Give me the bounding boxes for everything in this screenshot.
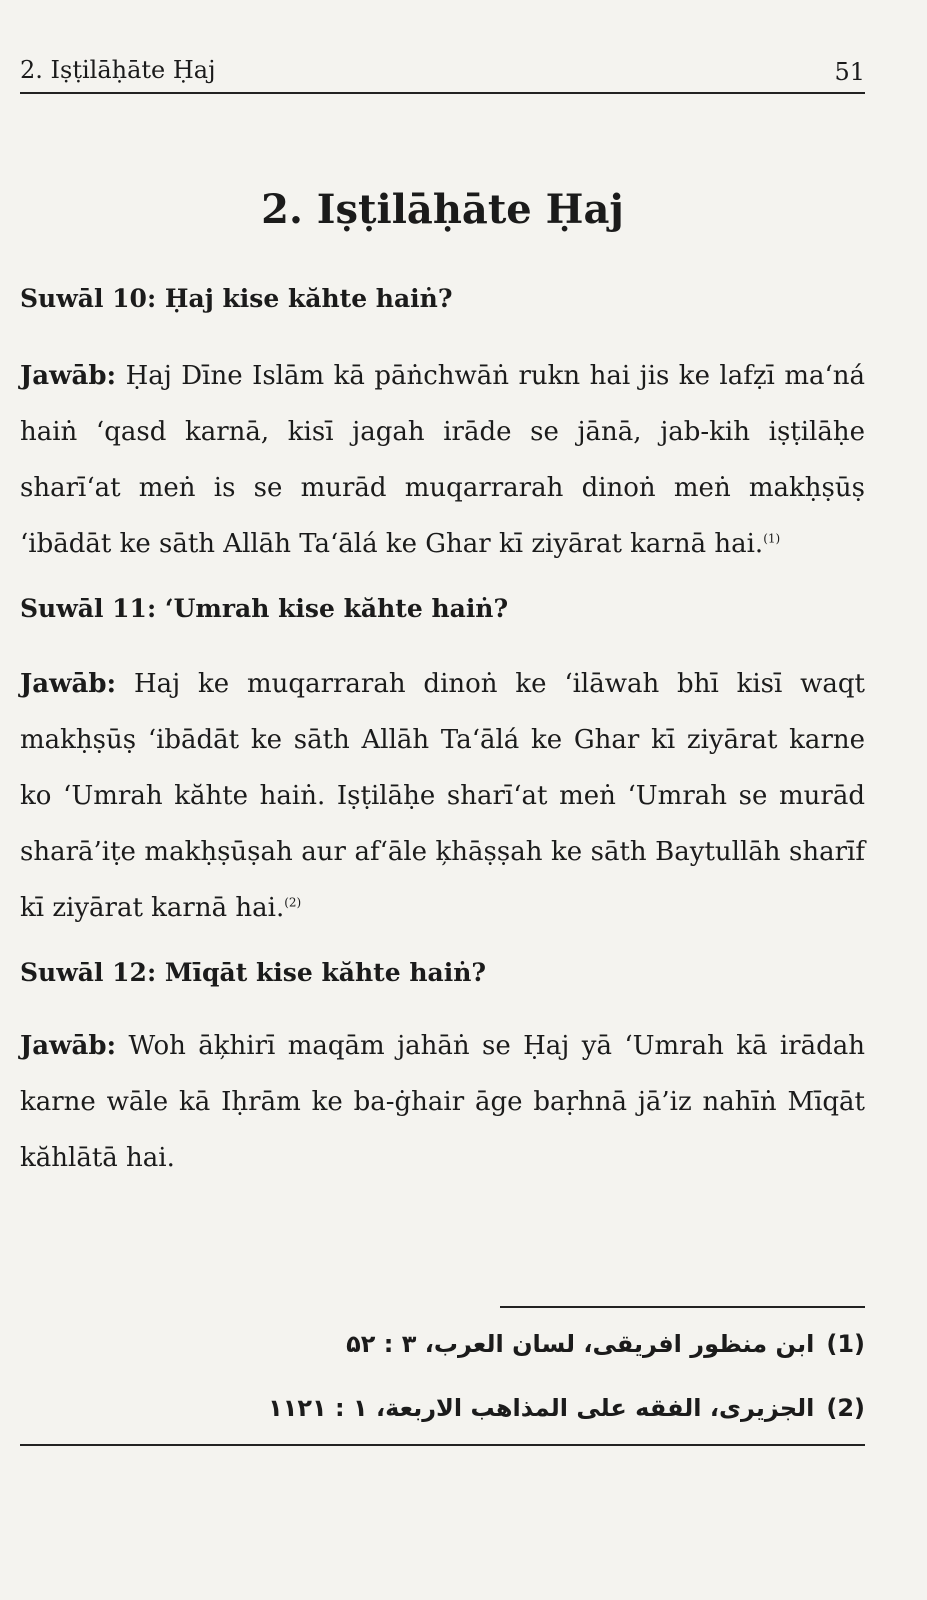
footnotes [20, 1330, 865, 1458]
question-10: Suwāl 10: Ḥaj kise kăhte haiṅ? [20, 284, 453, 313]
answer-label: Jawāb: [20, 669, 117, 699]
running-head-title: 2. Iṣṭilāḥāte Ḥaj [20, 56, 216, 84]
footnote-text: الجزیری، الفقه علی المذاهب الاربعة، ۱ : ۱۱۲۱ [268, 1394, 815, 1422]
footnote-mark: (2) [826, 1394, 865, 1422]
chapter-title: 2. Iṣṭilāḥāte Ḥaj [261, 186, 624, 233]
question-11: Suwāl 11: ‘Umrah kise kăhte haiṅ? [20, 594, 509, 623]
footnote-rule [500, 1306, 865, 1308]
answer-label: Jawāb: [20, 361, 117, 391]
bottom-rule [20, 1444, 865, 1446]
answer-10 [20, 348, 865, 572]
footnote-text: ابن منظور افریقی، لسان العرب، ۳ : ۵۲ [346, 1330, 815, 1358]
footnote-ref-1: (1) [763, 531, 781, 546]
answer-text: Ḥaj Dīne Islām kā pāṅchwāṅ rukn hai jis ke lafẓī ma‘ná haiṅ ‘qasd karnā, kisī jagah irāde se jānā, jab-kih iṣṭilāḥe sharī‘at meṅ is se murād muqarrarah dinoṅ meṅ makḥṣūṣ ‘ibādāt ke sāth Allāh Ta‘ālá ke Ghar kī ziyārat karnā hai. [20, 361, 865, 559]
answer-11 [20, 656, 865, 936]
answer-12 [20, 1018, 865, 1186]
running-head [20, 48, 865, 88]
page-number: 51 [834, 58, 865, 86]
question-12: Suwāl 12: Mīqāt kise kăhte haiṅ? [20, 958, 487, 987]
answer-label: Jawāb: [20, 1031, 117, 1061]
footnote-ref-2: (2) [284, 895, 302, 910]
footnote-1 [20, 1330, 865, 1394]
answer-text: Woh āķhirī maqām jahāṅ se Ḥaj yā ‘Umrah kā irādah karne wāle kā Iḥrām ke ba-ġhair āge baṛhnā jā’iz nahīṅ Mīqāt kăhlātā hai. [20, 1031, 865, 1173]
footnote-mark: (1) [826, 1330, 865, 1358]
footnote-2 [20, 1394, 865, 1458]
answer-text: Haj ke muqarrarah dinoṅ ke ‘ilāwah bhī kisī waqt makḥṣūṣ ‘ibādāt ke sāth Allāh Ta‘ālá ke Ghar kī ziyārat karne ko ‘Umrah kăhte haiṅ. Iṣṭilāḥe sharī‘at meṅ ‘Umrah se murād sharā’iṭe makḥṣūṣah aur af‘āle ķhāṣṣah ke sāth Baytullāh sharīf kī ziyārat karnā hai. [20, 669, 865, 923]
header-rule [20, 92, 865, 94]
